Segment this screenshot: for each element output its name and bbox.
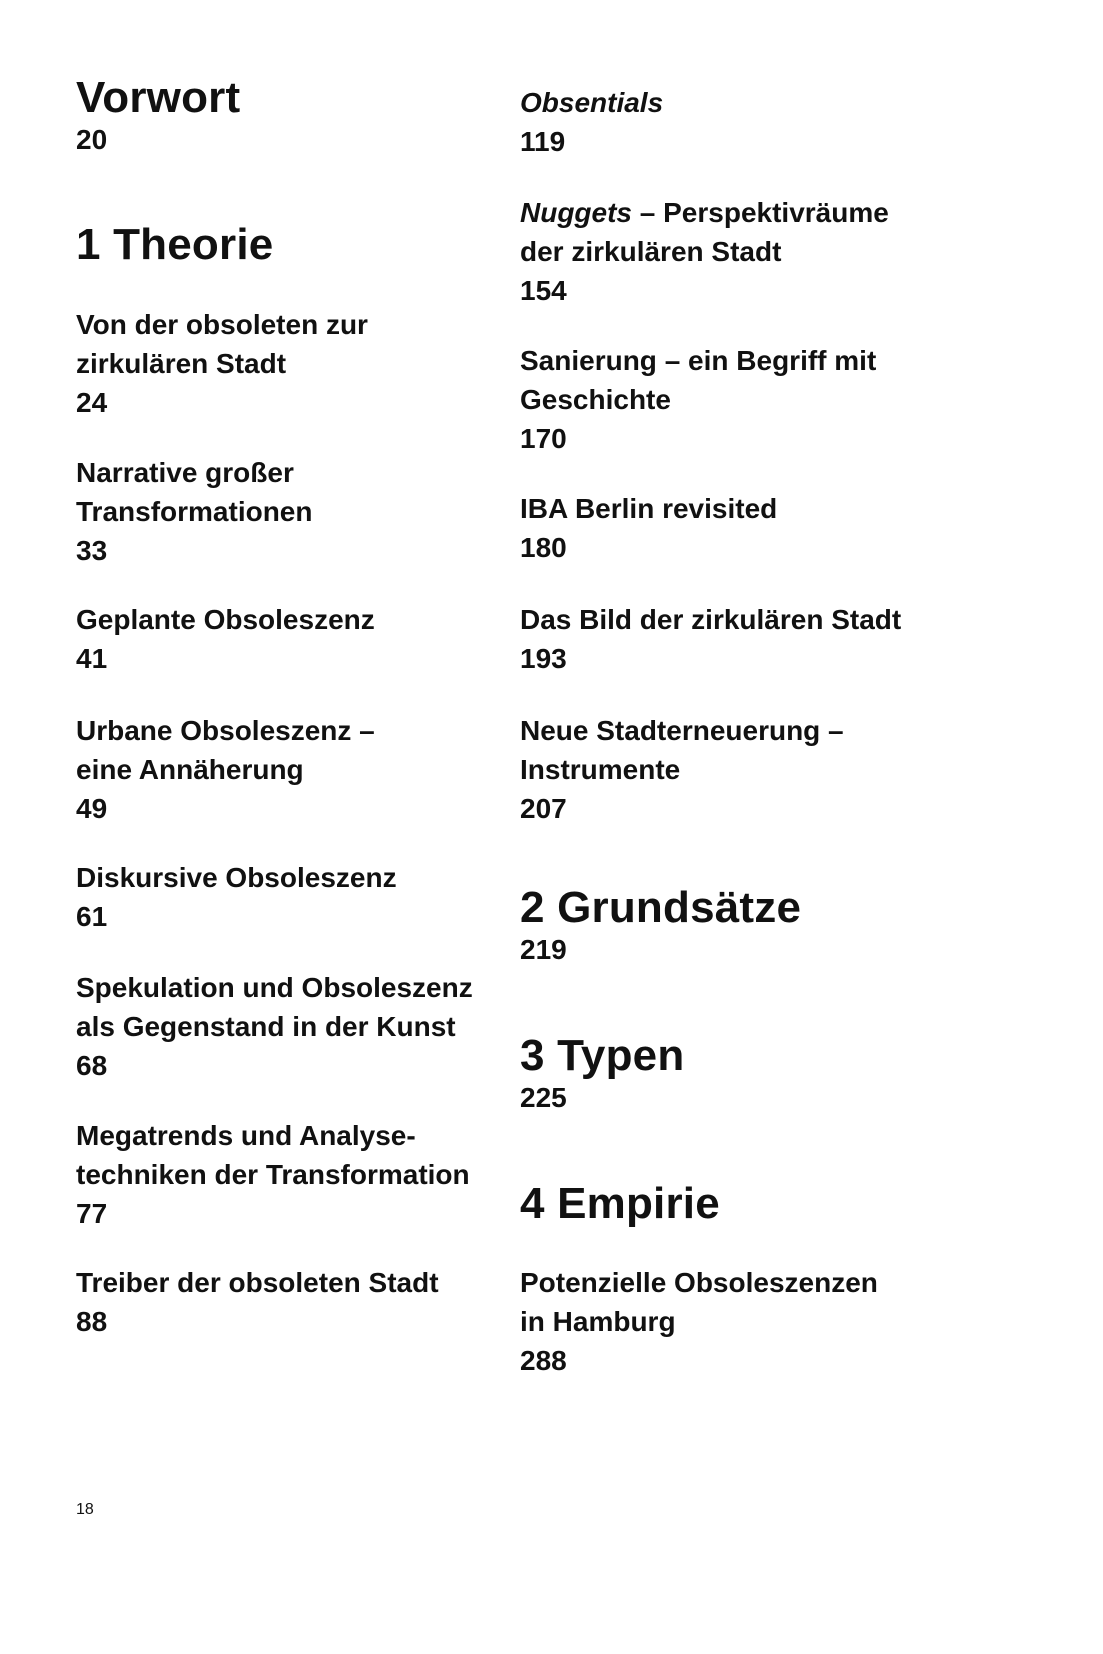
toc-entry-page: 49 bbox=[76, 793, 108, 824]
toc-entry-title: als Gegenstand in der Kunst bbox=[76, 1011, 456, 1042]
toc-entry bbox=[520, 193, 889, 310]
toc-entry-title: Megatrends und Analyse- bbox=[76, 1120, 416, 1151]
toc-entry bbox=[76, 305, 368, 422]
toc-entry-title: Das Bild der zirkulären Stadt bbox=[520, 604, 902, 635]
toc-entry-title: Von der obsoleten zur bbox=[76, 309, 368, 340]
toc-entry-title: Geschichte bbox=[520, 384, 671, 415]
toc-entry bbox=[76, 600, 375, 678]
toc-entry-page: 207 bbox=[520, 793, 567, 824]
toc-entry-title: – Perspektivräume bbox=[632, 197, 889, 228]
toc-entry-title: Transformationen bbox=[76, 496, 313, 527]
section-page-number: 225 bbox=[520, 1082, 567, 1113]
toc-entry bbox=[76, 1263, 439, 1341]
toc-entry-page: 33 bbox=[76, 535, 108, 566]
toc-entry bbox=[76, 453, 312, 570]
toc-entry-page: 170 bbox=[520, 423, 567, 454]
toc-entry-page: 41 bbox=[76, 643, 108, 674]
toc-entry-page: 77 bbox=[76, 1198, 108, 1229]
toc-entry-title: Diskursive Obsoleszenz bbox=[76, 862, 397, 893]
toc-entry-page: 24 bbox=[76, 387, 108, 418]
toc-entry-page: 88 bbox=[76, 1306, 108, 1337]
toc-entry bbox=[520, 341, 876, 458]
toc-entry bbox=[76, 711, 375, 828]
toc-entry bbox=[76, 968, 473, 1085]
toc-entry-title: Neue Stadterneuerung – bbox=[520, 715, 844, 746]
toc-entry bbox=[76, 1116, 470, 1233]
toc-entry-title: Potenzielle Obsoleszenzen bbox=[520, 1267, 878, 1298]
vorwort-heading: Vorwort bbox=[76, 73, 241, 122]
toc-entry-title: IBA Berlin revisited bbox=[520, 493, 778, 524]
toc-entry-title: der zirkulären Stadt bbox=[520, 236, 782, 267]
section-heading-theorie: 1 Theorie bbox=[76, 220, 274, 269]
toc-entry-title: Urbane Obsoleszenz – bbox=[76, 715, 375, 746]
toc-entry-title: eine Annäherung bbox=[76, 754, 304, 785]
toc-entry-title: Narrative großer bbox=[76, 457, 294, 488]
toc-entry-page: 288 bbox=[520, 1345, 567, 1376]
toc-entry-title: in Hamburg bbox=[520, 1306, 676, 1337]
toc-entry bbox=[76, 858, 397, 936]
toc-entry-page: 193 bbox=[520, 643, 567, 674]
toc-entry-page: 68 bbox=[76, 1050, 108, 1081]
section-page-number: 219 bbox=[520, 934, 567, 965]
toc-entry-title: Sanierung – ein Begriff mit bbox=[520, 345, 877, 376]
toc-entry-page: 180 bbox=[520, 532, 567, 563]
toc-entry-title-italic: Nuggets bbox=[520, 197, 632, 228]
toc-entry-page: 119 bbox=[520, 126, 566, 157]
toc-entry-title: zirkulären Stadt bbox=[76, 348, 287, 379]
toc-entry bbox=[520, 1263, 878, 1380]
page-number-folio: 18 bbox=[76, 1501, 94, 1518]
section-heading-grundsaetze: 2 Grundsätze bbox=[520, 883, 802, 932]
toc-entry-page: 154 bbox=[520, 275, 567, 306]
toc-entry bbox=[520, 83, 663, 161]
toc-entry-title: techniken der Transformation bbox=[76, 1159, 470, 1190]
toc-entry-page: 61 bbox=[76, 901, 108, 932]
toc-entry bbox=[520, 489, 777, 567]
toc-entry bbox=[520, 711, 844, 828]
vorwort-page-number: 20 bbox=[76, 124, 108, 155]
toc-entry-title: Spekulation und Obsoleszenz bbox=[76, 972, 473, 1003]
toc-entry bbox=[520, 600, 901, 678]
section-heading-empirie: 4 Empirie bbox=[520, 1179, 720, 1228]
toc-entry-title: Instrumente bbox=[520, 754, 681, 785]
section-heading-typen: 3 Typen bbox=[520, 1031, 685, 1080]
toc-entry-title: Geplante Obsoleszenz bbox=[76, 604, 375, 635]
toc-entry-title: Obsentials bbox=[520, 87, 664, 118]
toc-entry-title: Treiber der obsoleten Stadt bbox=[76, 1267, 439, 1298]
